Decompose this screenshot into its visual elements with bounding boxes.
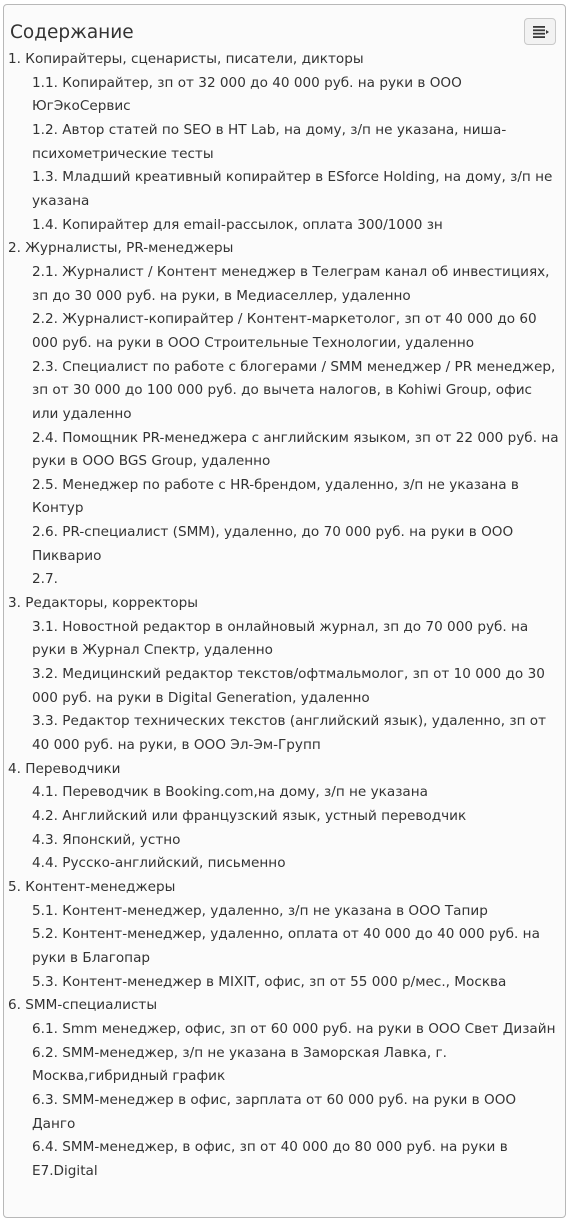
toc-item [4, 663, 567, 710]
toc-item-link[interactable]: 3.3. Редактор технических текстов (английский язык), удаленно, зп от 40 000 руб. на руки, в ООО Эл-Эм-Групп [32, 713, 547, 754]
toc-section [4, 758, 567, 876]
toc-item-link[interactable]: 6.3. SMM-менеджер в офис, зарплата от 60 000 руб. на руки в ООО Данго [32, 1091, 517, 1132]
toc-item [4, 521, 567, 568]
toc-item-link[interactable]: 2.1. Журналист / Контент менеджер в Телеграм канал об инвестициях, зп до 30 000 руб. на руки, в Медиаселлер, удаленно [32, 263, 550, 304]
toc-item [4, 1018, 567, 1042]
toc-item [4, 852, 567, 876]
toc-item-link[interactable]: 5.3. Контент-менеджер в MIXIT, офис, зп от 55 000 р/мес., Москва [32, 973, 507, 990]
toc-sublist [4, 616, 567, 758]
toc-sublist [4, 900, 567, 995]
table-of-contents [3, 4, 566, 1218]
toc-section-link[interactable]: 1. Копирайтеры, сценаристы, писатели, дикторы [8, 51, 364, 67]
toc-item [4, 710, 567, 757]
toc-section-link[interactable]: 4. Переводчики [8, 760, 121, 777]
toc-item [4, 971, 567, 995]
toc-item [4, 261, 567, 308]
toc-item [4, 1089, 567, 1136]
toc-item [4, 1042, 567, 1089]
toc-item-link[interactable]: 2.4. Помощник PR-менеджера с английским языком, зп от 22 000 руб. на руки в ООО BGS Group, удаленно [32, 429, 559, 470]
list-toggle-icon [533, 26, 549, 38]
toc-section-link[interactable]: 3. Редакторы, корректоры [8, 595, 198, 612]
toc-section-link[interactable]: 2. Журналисты, PR-менеджеры [8, 240, 234, 257]
toc-list [4, 48, 567, 1184]
toc-section [4, 237, 567, 592]
toc-item-link[interactable]: 4.1. Переводчик в Booking.com,на дому, з/п не указана [32, 784, 428, 801]
toc-item-link[interactable]: 1.1. Копирайтер, зп от 32 000 до 40 000 руб. на руки в ООО ЮгЭкоСервис [32, 74, 462, 115]
toc-section-link[interactable]: 5. Контент-менеджеры [8, 878, 176, 895]
toc-item-link[interactable]: 5.2. Контент-менеджер, удаленно, оплата от 40 000 до 40 000 руб. на руки в Благопар [32, 926, 540, 966]
toc-item [4, 829, 567, 853]
toc-item-link[interactable]: 3.1. Новостной редактор в онлайновый журнал, зп до 70 000 руб. на руки в Журнал Спектр, удаленно [32, 618, 529, 659]
toc-item [4, 427, 567, 474]
toc-sublist [4, 781, 567, 876]
toc-item [4, 781, 567, 805]
toc-item-link[interactable]: 2.5. Менеджер по работе с HR-брендом, удаленно, з/п не указана в Контур [32, 476, 519, 517]
toc-item-link[interactable]: 1.3. Младший креативный копирайтер в ESforce Holding, на дому, з/п не указана [32, 169, 553, 209]
toc-item-link[interactable]: 3.2. Медицинский редактор текстов/офтмальмолог, зп от 10 000 до 30 000 руб. на руки в Digital Generation, удаленно [32, 666, 545, 706]
toc-item-link[interactable]: 6.4. SMM-менеджер, в офис, зп от 40 000 до 80 000 руб. на руки в E7.Digital [32, 1139, 508, 1179]
toc-item [4, 214, 567, 238]
toc-section [4, 876, 567, 994]
toc-sublist [4, 72, 567, 238]
toc-item [4, 1136, 567, 1183]
toc-item [4, 356, 567, 427]
toc-section [4, 592, 567, 758]
toc-item-link[interactable]: 2.7. [32, 571, 58, 588]
toc-item [4, 900, 567, 924]
toc-item [4, 166, 567, 213]
toc-item-link[interactable]: 6.2. SMM-менеджер, з/п не указана в Заморская Лавка, г. Москва,гибридный график [32, 1044, 447, 1085]
toc-item-link[interactable]: 6.1. Smm менеджер, офис, зп от 60 000 руб. на руки в ООО Свет Дизайн [32, 1020, 556, 1037]
toc-item [4, 616, 567, 663]
toc-item [4, 568, 567, 592]
toc-section-link[interactable]: 6. SMM-специалисты [8, 997, 158, 1014]
toc-item-link[interactable]: 2.6. PR-специалист (SMM), удаленно, до 70 000 руб. на руки в ООО Пикварио [32, 524, 514, 564]
toc-item-link[interactable]: 1.4. Копирайтер для email-рассылок, оплата 300/1000 зн [32, 216, 443, 233]
toc-sublist [4, 1018, 567, 1184]
toc-toggle-button[interactable] [524, 18, 556, 45]
toc-item-link[interactable]: 2.2. Журналист-копирайтер / Контент-маркетолог, зп от 40 000 до 60 000 руб. на руки в ООО Строительные Технологии, удаленно [32, 311, 537, 351]
toc-item-link[interactable]: 4.4. Русско-английский, письменно [32, 855, 286, 872]
toc-item [4, 119, 567, 166]
toc-item [4, 72, 567, 119]
toc-item [4, 923, 567, 970]
toc-item-link[interactable]: 2.3. Специалист по работе с блогерами / SMM менеджер / PR менеджер, зп от 30 000 до 100 000 руб. до вычета налогов, в Kohiwi Group, офис или удаленно [32, 358, 556, 422]
toc-item-link[interactable]: 1.2. Автор статей по SEO в HT Lab, на дому, з/п не указана, ниша-психометрические тесты [32, 121, 507, 162]
toc-item-link[interactable]: 4.2. Английский или французский язык, устный переводчик [32, 808, 467, 824]
toc-item [4, 308, 567, 355]
toc-title: Содержание [10, 22, 134, 43]
toc-item-link[interactable]: 5.1. Контент-менеджер, удаленно, з/п не указана в ООО Тапир [32, 902, 488, 919]
toc-section [4, 994, 567, 1183]
toc-section [4, 48, 567, 237]
toc-sublist [4, 261, 567, 592]
toc-item [4, 474, 567, 521]
toc-item-link[interactable]: 4.3. Японский, устно [32, 831, 181, 848]
toc-item [4, 805, 567, 829]
